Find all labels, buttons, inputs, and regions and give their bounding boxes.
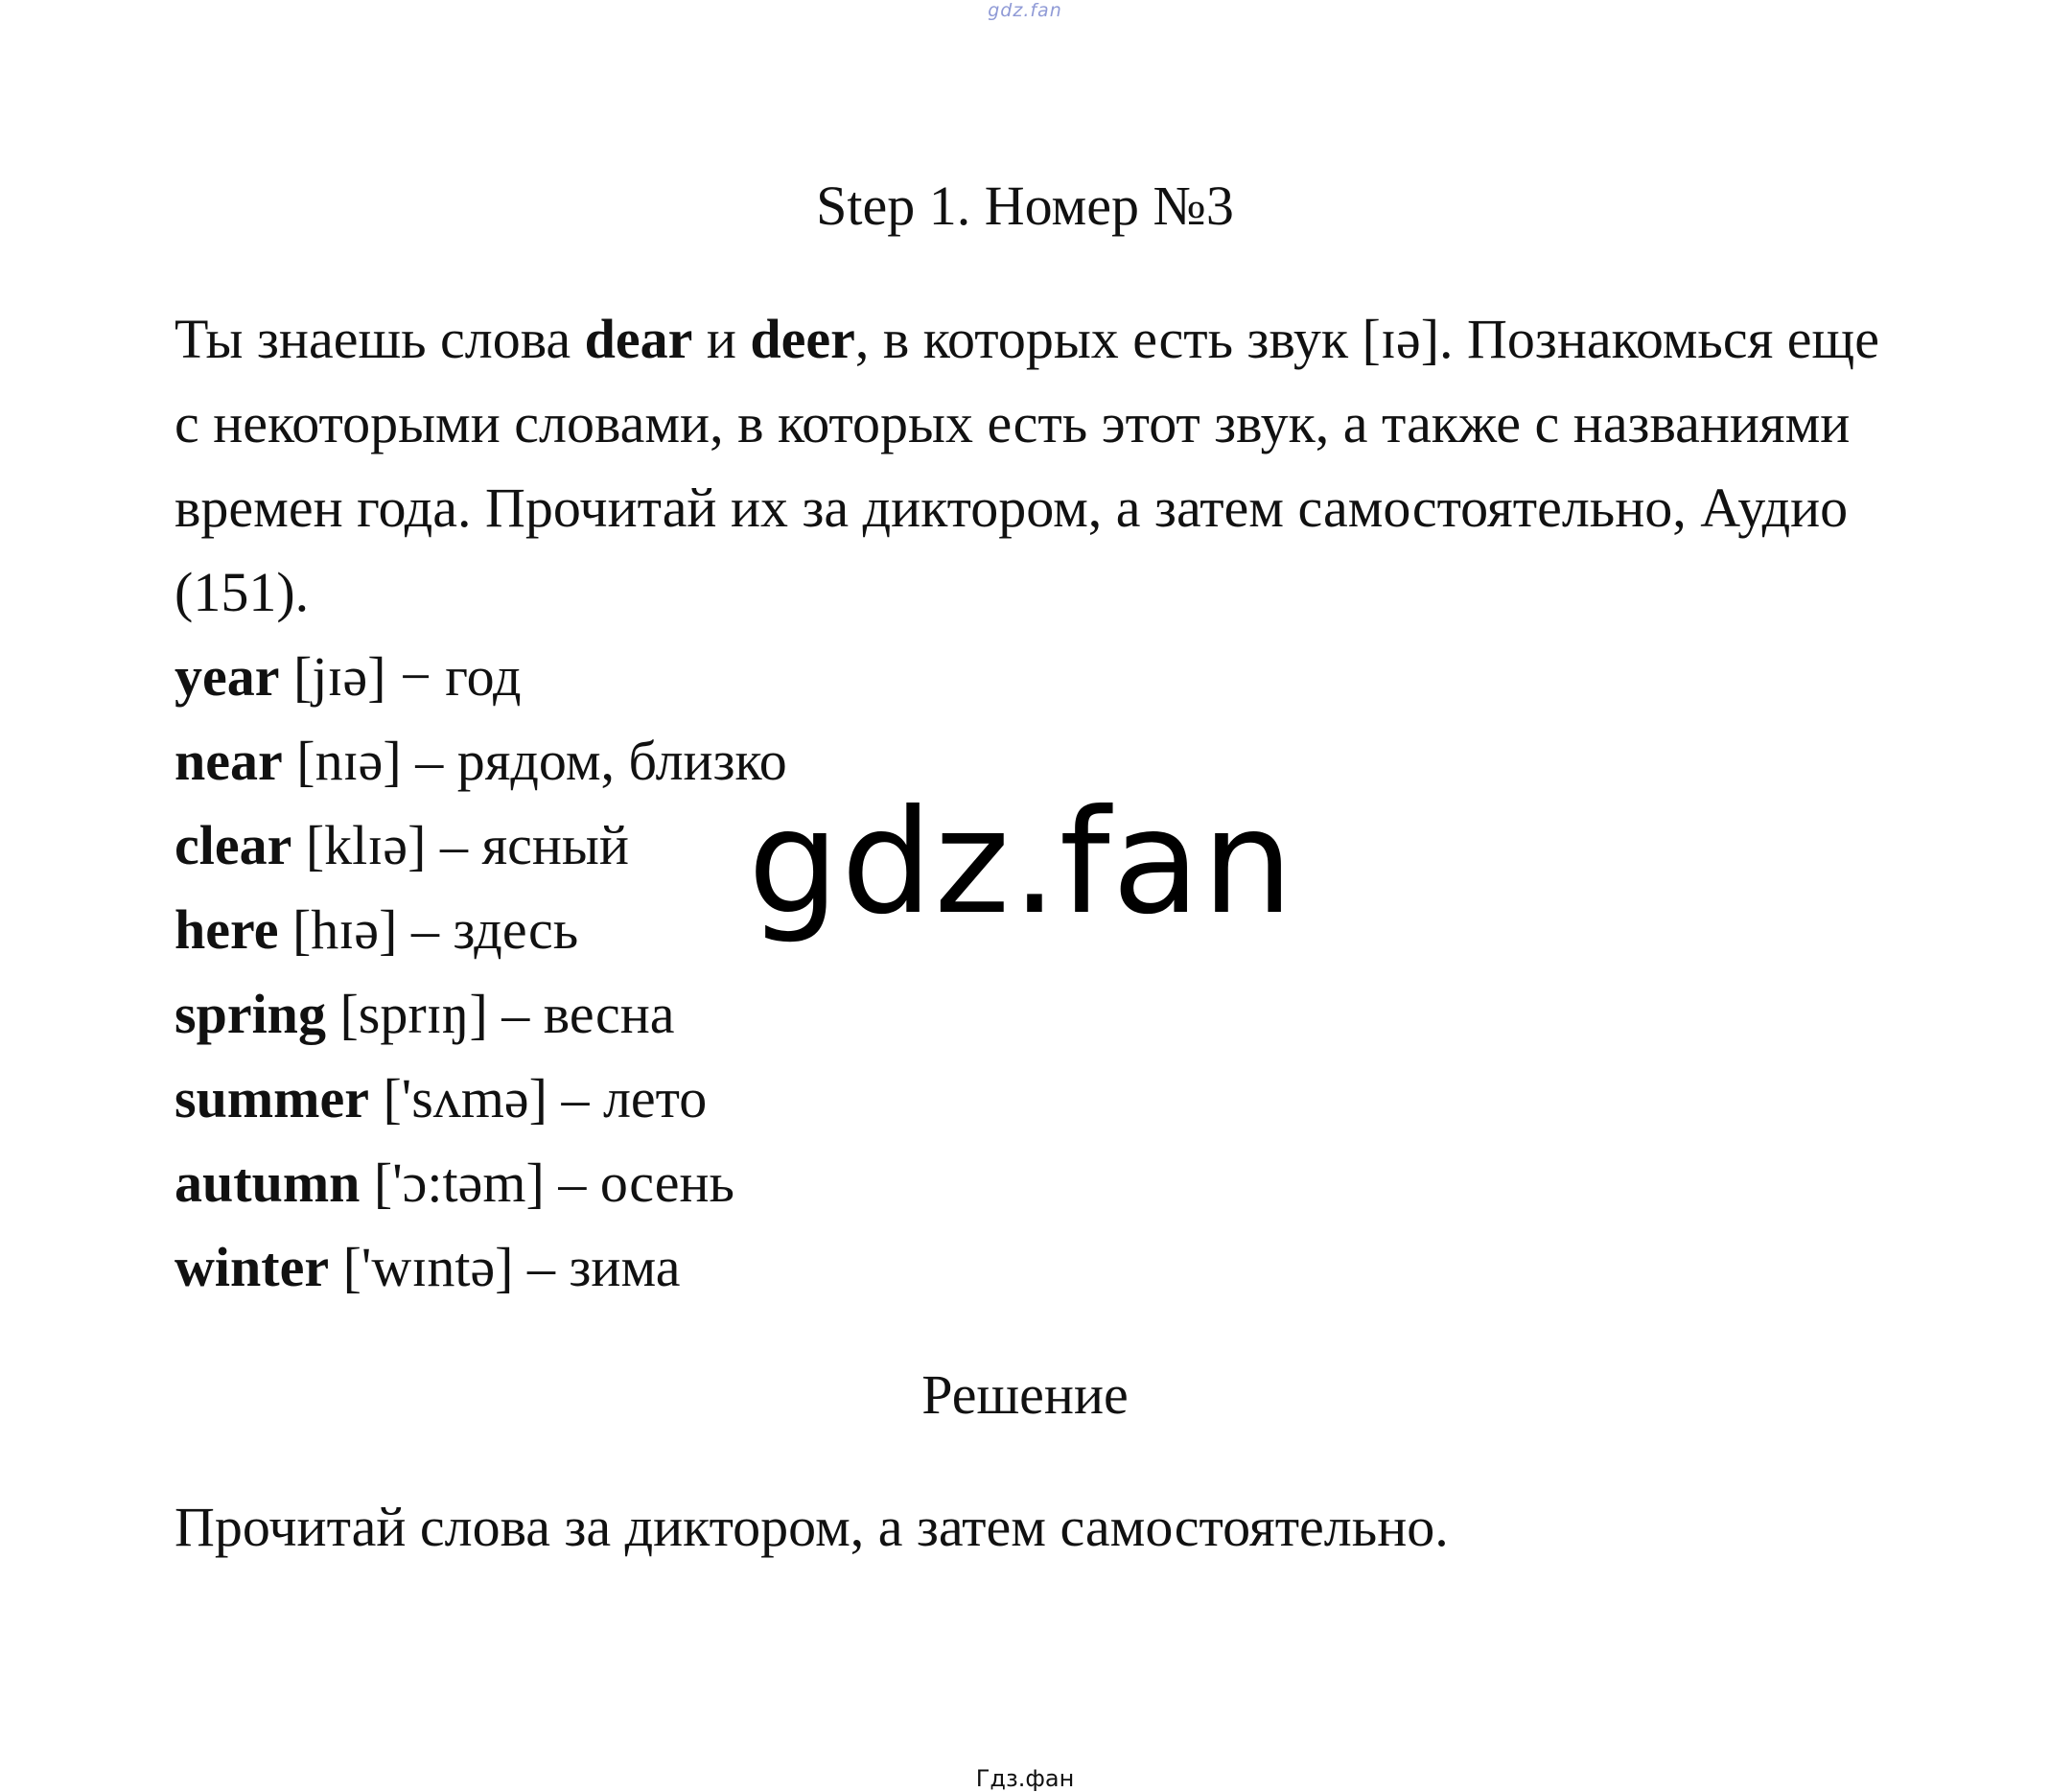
center-watermark: gdz.fan [748, 780, 1295, 946]
vocab-item [175, 719, 787, 803]
task-instruction [175, 297, 1900, 635]
intro-text-2: и [692, 308, 751, 370]
intro-word-deer: deer [750, 308, 855, 370]
vocab-translation: ['ɔ:təm] – осень [360, 1152, 734, 1214]
vocab-translation: ['sʌmə] – лето [368, 1067, 708, 1129]
vocab-translation: [klɪə] – ясный [291, 814, 629, 876]
vocab-item [175, 1141, 787, 1225]
solution-heading: Решение [921, 1363, 1129, 1426]
solution-text: Прочитай слова за диктором, а затем самостоятельно. [175, 1496, 1449, 1558]
vocab-word: winter [175, 1236, 330, 1298]
vocab-translation: [nɪə] – рядом, близко [282, 730, 787, 792]
vocab-word: autumn [175, 1152, 361, 1214]
vocabulary-list [175, 635, 787, 1310]
vocab-item [175, 1225, 787, 1310]
vocab-translation: [jɪə] − год [279, 645, 522, 708]
vocab-translation: [sprɪŋ] – весна [325, 983, 675, 1045]
top-watermark-text: gdz.fan [988, 0, 1062, 21]
vocab-word: year [175, 645, 280, 708]
footer-text: Гдз.фан [975, 1765, 1075, 1792]
vocab-item [175, 972, 787, 1057]
vocab-word: clear [175, 814, 292, 876]
vocab-word: here [175, 898, 279, 961]
vocab-translation: ['wɪntə] – зима [329, 1236, 681, 1298]
vocab-item [175, 888, 787, 972]
vocab-item [175, 803, 787, 888]
vocab-item [175, 635, 787, 719]
intro-word-dear: dear [584, 308, 693, 370]
vocab-translation: [hɪə] – здесь [278, 898, 579, 961]
intro-text-3: , в которых есть звук [ɪə]. Познакомься еще с некоторыми словами, в которых есть этот звук, а также с названиями времен года. Прочитай их за диктором, а затем самостоятельно, Аудио (151). [175, 308, 1879, 623]
intro-text-1: Ты знаешь слова [175, 308, 585, 370]
page-title: Step 1. Номер №3 [816, 175, 1234, 237]
vocab-word: near [175, 730, 283, 792]
vocab-item [175, 1057, 787, 1141]
vocab-word: summer [175, 1067, 369, 1129]
vocab-word: spring [175, 983, 326, 1045]
